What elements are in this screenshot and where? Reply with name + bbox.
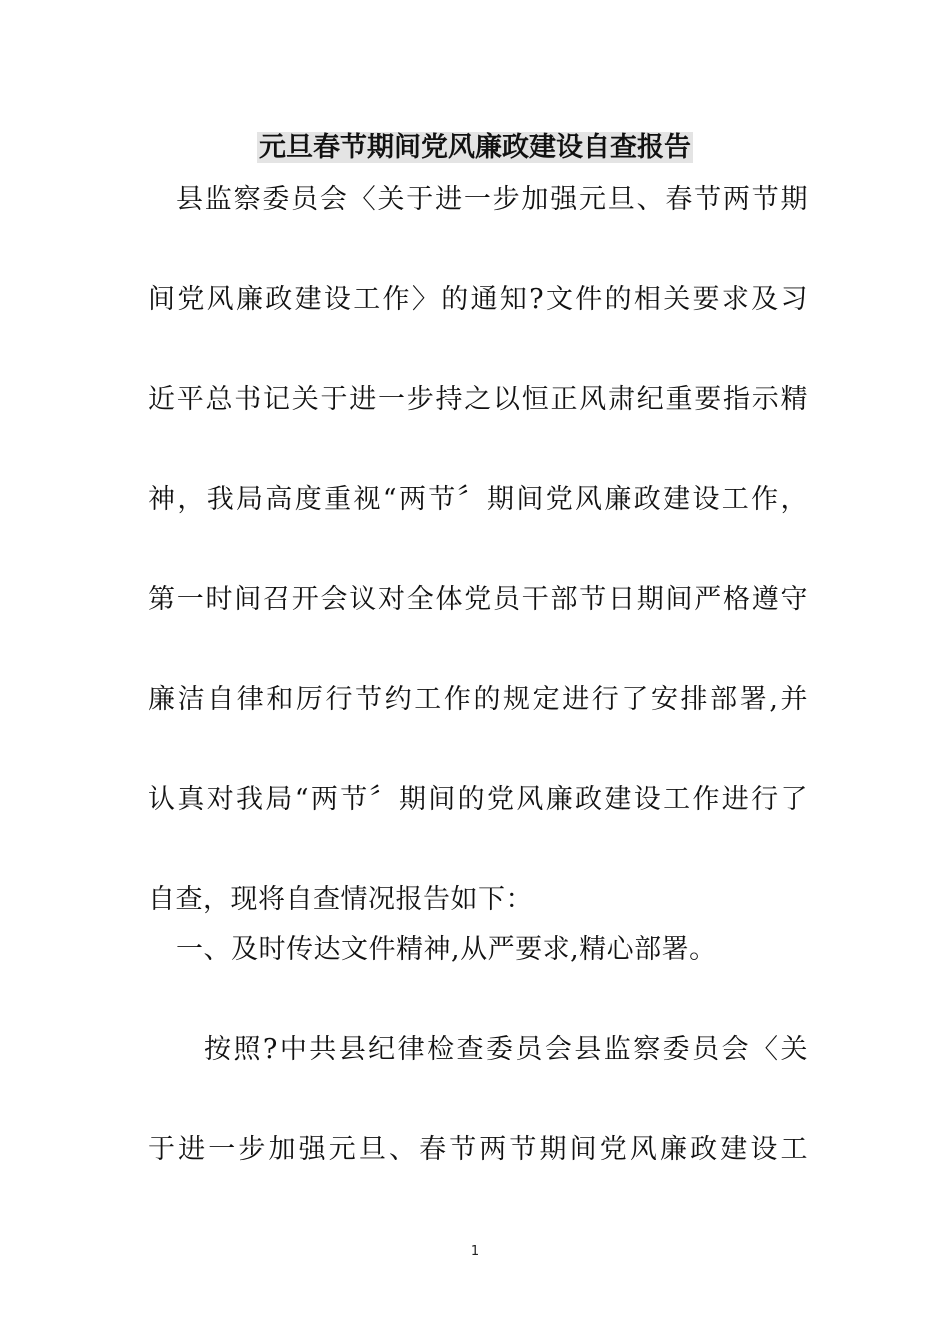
body-line: 认真对我局“两节〞期间的党风廉政建设工作进行了 — [148, 784, 808, 815]
body-line: 县监察委员会〈关于进一步加强元旦、春节两节期 — [176, 184, 808, 215]
body-line: 按照?中共县纪律检查委员会县监察委员会〈关 — [204, 1034, 808, 1065]
body-line: 于进一步加强元旦、春节两节期间党风廉政建设工 — [148, 1134, 808, 1165]
document-title — [0, 128, 950, 168]
body-line: 第一时间召开会议对全体党员干部节日期间严格遵守 — [148, 584, 808, 615]
section-heading: 一、及时传达文件精神,从严要求,精心部署。 — [176, 934, 717, 965]
document-title-text: 元旦春节期间党风廉政建设自查报告 — [259, 132, 691, 163]
body-line: 自查，现将自查情况报告如下： — [148, 884, 533, 915]
body-line: 神，我局高度重视“两节〞期间党风廉政建设工作， — [148, 484, 808, 515]
body-line: 廉洁自律和厉行节约工作的规定进行了安排部署,并 — [148, 684, 808, 715]
page-number: 1 — [470, 1244, 480, 1259]
body-line: 近平总书记关于进一步持之以恒正风肃纪重要指示精 — [148, 384, 808, 415]
body-line: 间党风廉政建设工作〉的通知?文件的相关要求及习 — [148, 284, 808, 315]
